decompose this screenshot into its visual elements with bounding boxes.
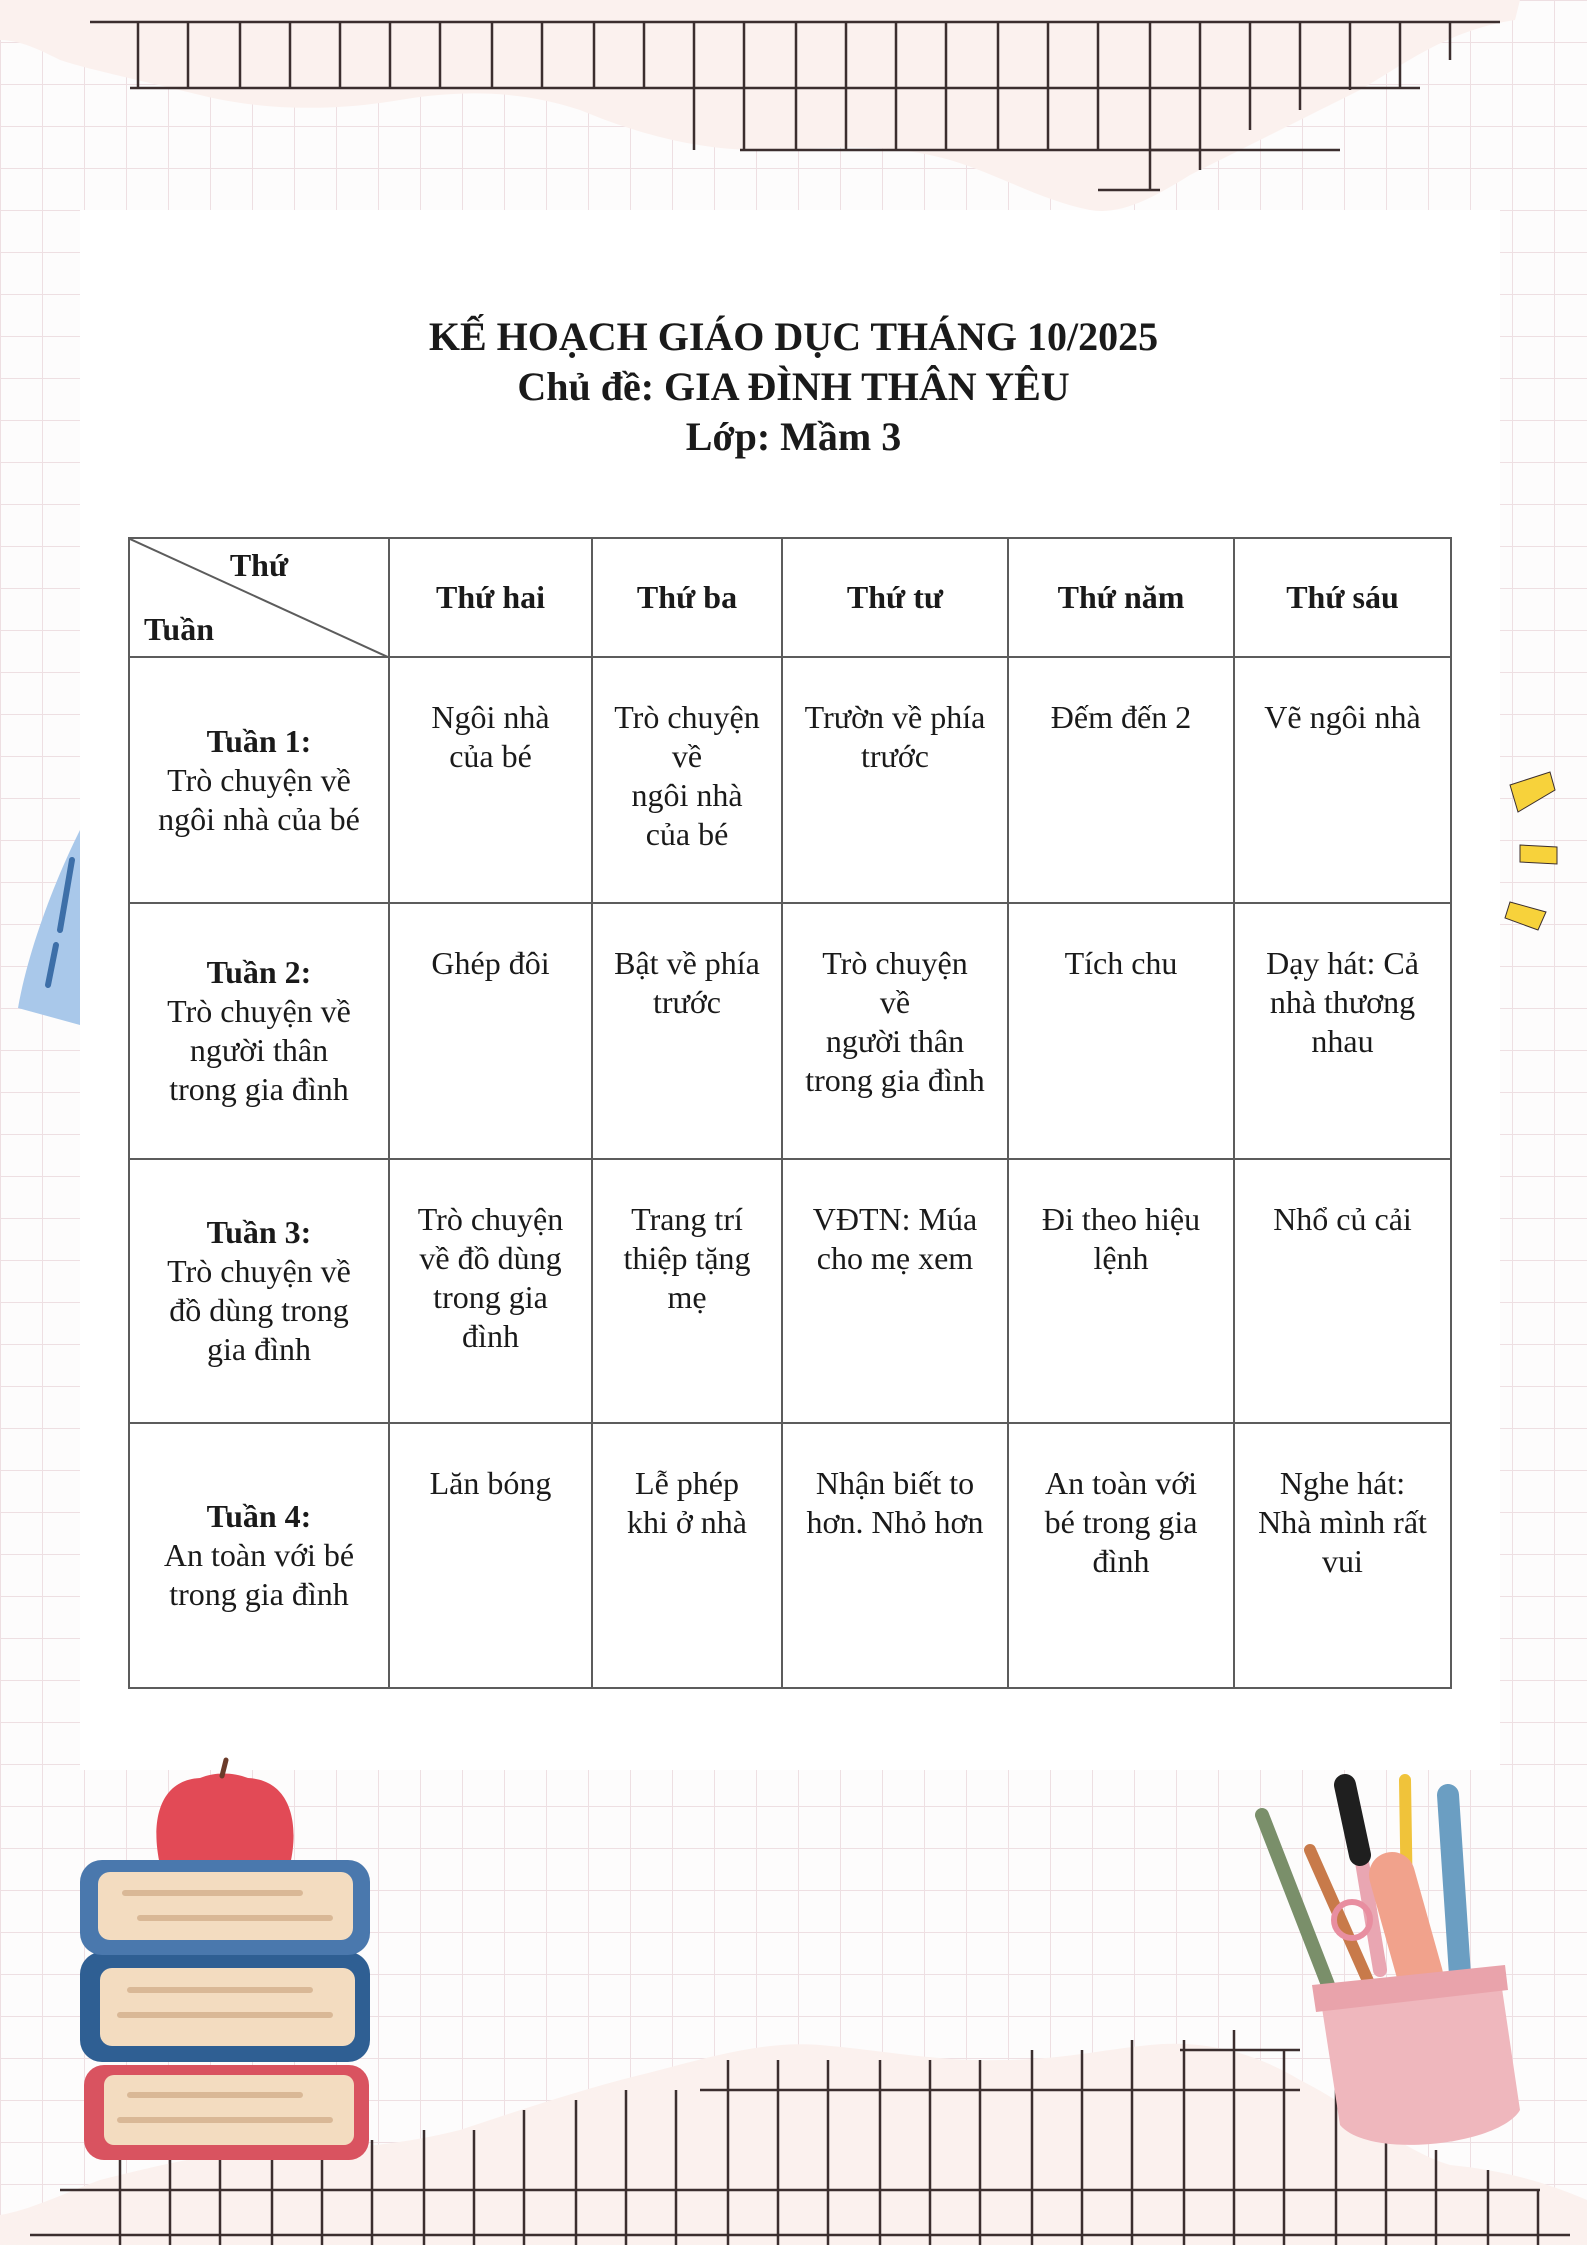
activity-line: của bé — [645, 816, 729, 852]
sparkle-icon — [1505, 772, 1557, 930]
activity-line: ngôi nhà — [631, 777, 743, 813]
activity-line: của bé — [449, 738, 532, 774]
activity-line: Ngôi nhà — [431, 699, 550, 735]
activity-line: về đồ dùng — [419, 1240, 562, 1276]
activity-line: Lễ phép — [635, 1465, 739, 1501]
activity-line: cho mẹ xem — [816, 1240, 974, 1276]
week-topic-line: đồ dùng trong — [169, 1292, 349, 1328]
activity-cell — [1008, 1423, 1234, 1688]
week-topic-line: Trò chuyện về — [167, 993, 351, 1029]
activity-cell — [1008, 903, 1234, 1159]
activity-line: Nhổ củ cải — [1273, 1201, 1412, 1237]
table-row — [129, 1159, 1451, 1423]
activity-line: trong gia đình — [805, 1062, 985, 1098]
activity-line: khi ở nhà — [626, 1504, 747, 1540]
activity-cell — [1008, 1159, 1234, 1423]
activity-cell — [592, 903, 782, 1159]
activity-cell — [1234, 1423, 1451, 1688]
corner-header-cell — [129, 538, 389, 657]
week-topic-line: trong gia đình — [169, 1071, 349, 1107]
activity-cell — [389, 1423, 592, 1688]
education-plan-table — [128, 537, 1452, 1689]
activity-line: nhau — [1311, 1023, 1374, 1059]
activity-line: trước — [860, 738, 929, 774]
activity-cell — [389, 903, 592, 1159]
plan-title: KẾ HOẠCH GIÁO DỤC THÁNG 10/2025 — [428, 314, 1159, 359]
corner-label-day: Thứ — [229, 547, 289, 583]
activity-cell — [782, 1423, 1008, 1688]
activity-line: Lăn bóng — [429, 1465, 552, 1501]
activity-line: Trườn về phía — [804, 699, 986, 735]
activity-cell — [1008, 657, 1234, 903]
activity-line: người thân — [825, 1023, 965, 1059]
week-topic-line: trong gia đình — [169, 1576, 349, 1612]
activity-line: Nghe hát: — [1279, 1465, 1406, 1501]
activity-cell — [782, 657, 1008, 903]
class-title: Lớp: Mầm 3 — [685, 414, 902, 459]
week-label: Tuần 2: — [206, 954, 312, 990]
activity-line: vui — [1322, 1543, 1363, 1579]
activity-line: trong gia — [433, 1279, 548, 1315]
week-label: Tuần 4: — [206, 1498, 312, 1534]
document-heading — [0, 312, 1587, 462]
activity-line: Đếm đến 2 — [1050, 699, 1192, 735]
activity-line: VĐTN: Múa — [812, 1201, 978, 1237]
activity-line: Trò chuyện — [614, 699, 760, 735]
top-torn-paper-decoration — [0, 0, 1520, 211]
activity-line: về — [671, 738, 703, 774]
activity-cell — [592, 1423, 782, 1688]
activity-cell — [782, 1159, 1008, 1423]
activity-cell — [592, 657, 782, 903]
activity-line: mẹ — [667, 1279, 707, 1315]
table-row — [129, 1423, 1451, 1688]
activity-cell — [389, 1159, 592, 1423]
table-row — [129, 903, 1451, 1159]
activity-line: Tích chu — [1064, 945, 1178, 981]
activity-line: lệnh — [1093, 1240, 1149, 1276]
activity-line: về — [879, 984, 911, 1020]
activity-cell — [1234, 657, 1451, 903]
activity-line: hơn. Nhỏ hơn — [806, 1504, 984, 1540]
table-row — [129, 657, 1451, 903]
activity-line: Nhà mình rất — [1258, 1504, 1427, 1540]
week-cell — [129, 657, 389, 903]
activity-line: Đi theo hiệu — [1041, 1201, 1201, 1237]
day-header: Thứ hai — [389, 538, 592, 657]
activity-line: Vẽ ngôi nhà — [1264, 699, 1421, 735]
activity-line: trước — [652, 984, 721, 1020]
activity-cell — [389, 657, 592, 903]
activity-cell — [592, 1159, 782, 1423]
activity-line: Trang trí — [631, 1201, 743, 1237]
activity-line: An toàn với — [1044, 1465, 1197, 1501]
activity-line: Trò chuyện — [417, 1201, 564, 1237]
activity-line: bé trong gia — [1044, 1504, 1198, 1540]
blue-triangle-decoration — [18, 830, 80, 1025]
theme-title: Chủ đề: GIA ĐÌNH THÂN YÊU — [517, 364, 1070, 409]
activity-cell — [1234, 903, 1451, 1159]
corner-label-week: Tuần — [144, 611, 214, 647]
week-label: Tuần 1: — [206, 722, 312, 759]
activity-line: nhà thương — [1269, 984, 1416, 1020]
activity-line: Ghép đôi — [431, 945, 550, 981]
day-header: Thứ tư — [782, 538, 1008, 657]
activity-cell — [1234, 1159, 1451, 1423]
week-topic-line: gia đình — [207, 1331, 311, 1367]
activity-line: đình — [1092, 1543, 1150, 1579]
book-stack-icon — [80, 1760, 370, 2160]
activity-cell — [782, 903, 1008, 1159]
activity-line: đình — [462, 1318, 519, 1354]
activity-line: Dạy hát: Cả — [1266, 945, 1419, 981]
week-topic-line: Trò chuyện về — [167, 1253, 351, 1289]
week-topic-line: ngôi nhà của bé — [158, 800, 360, 837]
week-topic-line: Trò chuyện về — [167, 761, 351, 798]
table-header-row — [129, 538, 1451, 657]
activity-line: thiệp tặng — [623, 1240, 751, 1276]
day-header: Thứ năm — [1008, 538, 1234, 657]
week-topic-line: người thân — [189, 1032, 329, 1068]
activity-line: Nhận biết to — [815, 1465, 975, 1501]
day-header: Thứ sáu — [1234, 538, 1451, 657]
week-cell — [129, 903, 389, 1159]
week-label: Tuần 3: — [206, 1214, 312, 1250]
activity-line: Bật về phía — [614, 945, 760, 981]
week-cell — [129, 1423, 389, 1688]
week-topic-line: An toàn với bé — [163, 1537, 355, 1573]
week-cell — [129, 1159, 389, 1423]
day-header: Thứ ba — [592, 538, 782, 657]
activity-line: Trò chuyện — [822, 945, 968, 981]
